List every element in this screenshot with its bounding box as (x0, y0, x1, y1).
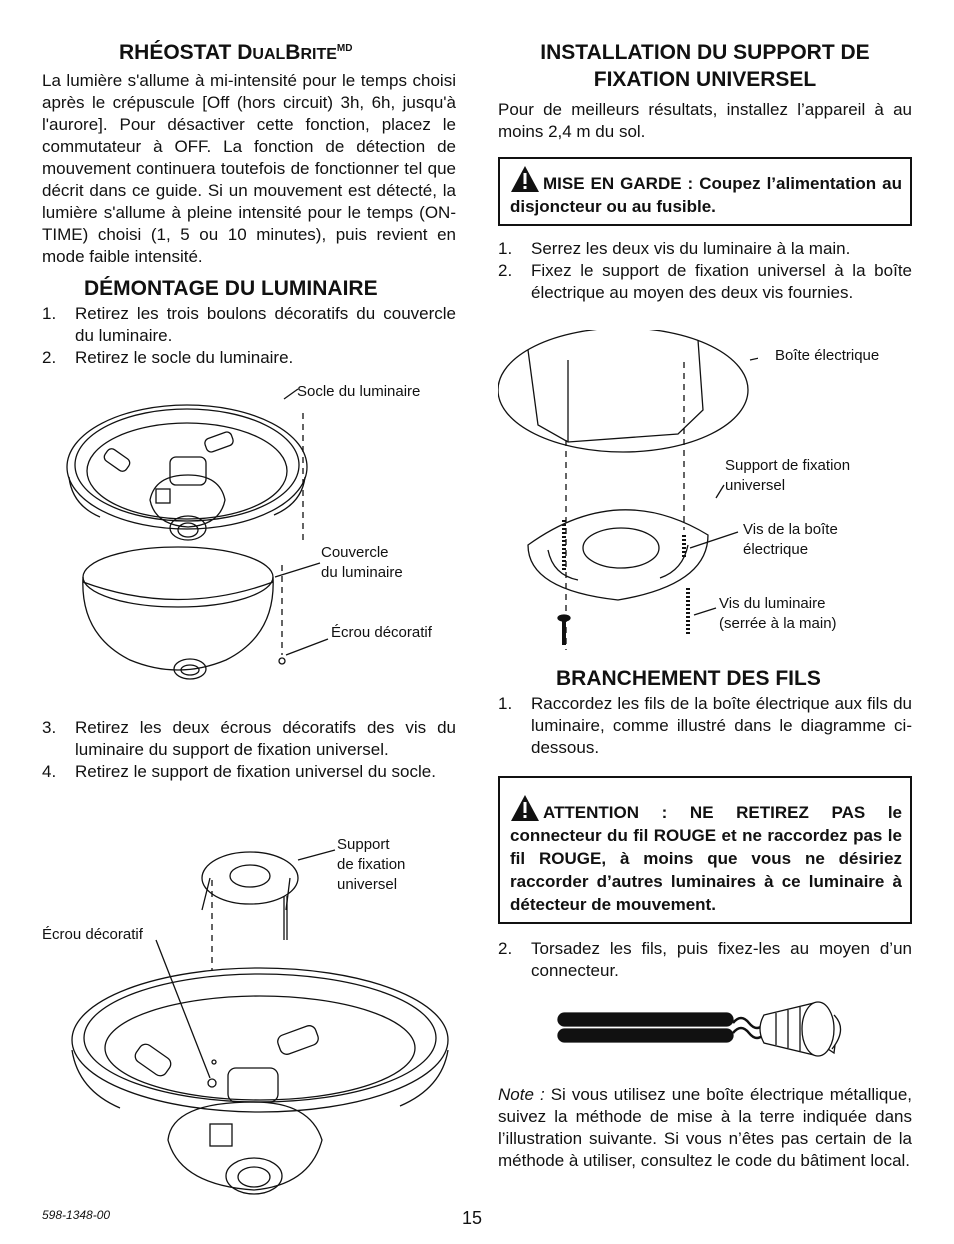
label-vis-luminaire-1: Vis du luminaire (719, 595, 826, 612)
label-couvercle-1: Couvercle (321, 544, 389, 561)
label-vis-luminaire-2: (serrée à la main) (719, 615, 837, 632)
label-couvercle-2: du luminaire (321, 564, 403, 581)
right-column (498, 40, 912, 304)
installation-heading-2: FIXATION UNIVERSEL (593, 68, 817, 91)
attention-text: ATTENTION : NE RETIREZ PAS le connecteur du fil ROUGE et ne raccordez pas le fil ROUGE, à moins que vous ne désiriez raccorder d’autres luminaires à ce luminaire à détecteur de mouvement. (510, 803, 902, 914)
branchement-heading: BRANCHEMENT DES FILS (556, 667, 821, 690)
list-item: 2. Fixez le support de fixation universel à la boîte électrique au moyen des deux vis fournies. (498, 261, 912, 302)
installation-steps (498, 238, 912, 304)
demontage-steps-b (42, 717, 456, 783)
demontage-heading: DÉMONTAGE DU LUMINAIRE (84, 277, 378, 300)
label-support-fixation-1: Support de fixation (725, 457, 851, 474)
list-item: 3. Retirez les deux écrous décoratifs des vis du luminaire du support de fixation universel. (42, 718, 456, 759)
note-paragraph (498, 1084, 912, 1172)
fixture-disassembly-figure (60, 385, 360, 695)
label-support-fixation-2: universel (725, 477, 786, 494)
rheostat-heading: RHÉOSTAT $DUALBRITE^{MD}$ (119, 41, 353, 64)
branchement-step-1 (498, 693, 912, 759)
wire-connector-figure (556, 995, 866, 1065)
rheostat-body: La lumière s'allume à mi-intensité pour le temps choisi après le crépuscule [Off (hors circuit) 3h, 6h, jusqu'à l'aurore]. Pour désactiver cette fonction, placez le commutateur à OFF. La fonction de détection de mouvement continuera toutefois de fonctionner tel que décrit dans ce guide. Si un mouvement est détecté, la lumière s'allume à pleine intensité pour le temps (ON-TIME) choisi (1, 5 ou 10 minutes), puis revient en mode faible intensité. (42, 71, 456, 266)
label-support-1: Support (337, 836, 390, 853)
label-support-3: universel (337, 876, 398, 893)
label-vis-boite-1: Vis de la boîte (743, 521, 838, 538)
note-label: Note : (498, 1085, 545, 1104)
list-item: 1. Raccordez les fils de la boîte électrique aux fils du luminaire, comme illustré dans le diagramme ci-dessous. (498, 694, 912, 757)
label-vis-boite-2: électrique (743, 541, 809, 558)
list-item: 4. Retirez le support de fixation universel du socle. (42, 762, 436, 781)
label-boite: Boîte électrique (775, 347, 880, 364)
demontage-steps-a (42, 303, 456, 369)
list-item: 1. Retirez les trois boulons décoratifs du couvercle du luminaire. (42, 304, 456, 345)
page-number: 15 (462, 1208, 483, 1228)
label-socle: Socle du luminaire (297, 383, 421, 400)
note-text: Si vous utilisez une boîte électrique métallique, suivez la méthode de mise à la terre indiquée dans l’illustration suivante. Si vous n’êtes pas certain de la méthode à utiliser, consultez le code du bâtiment local. (498, 1085, 912, 1170)
attention-box (498, 776, 912, 924)
list-item: 2. Torsadez les fils, puis fixez-les au moyen d’un connecteur. (498, 939, 912, 980)
bracket-removal-figure (60, 840, 460, 1200)
document-code: 598-1348-00 (42, 1208, 111, 1222)
left-column (42, 36, 456, 369)
label-ecrou-1: Écrou décoratif (331, 624, 432, 641)
warning-triangle-icon (510, 165, 540, 193)
warning-text: MISE EN GARDE : Coupez l’alimentation au disjoncteur ou au fusible. (510, 174, 902, 216)
installation-heading-1: INSTALLATION DU SUPPORT DE (540, 41, 870, 64)
list-item: 1. Serrez les deux vis du luminaire à la main. (498, 239, 851, 258)
label-support-2: de fixation (337, 856, 406, 873)
installation-body: Pour de meilleurs résultats, installez l’appareil à au moins 2,4 m du sol. (498, 100, 912, 141)
list-item: 2. Retirez le socle du luminaire. (42, 348, 294, 367)
label-ecrou-2: Écrou décoratif (42, 926, 143, 943)
warning-box (498, 157, 912, 226)
warning-triangle-icon (510, 794, 540, 822)
branchement-step-2 (498, 938, 912, 982)
branchement-section (498, 666, 912, 982)
